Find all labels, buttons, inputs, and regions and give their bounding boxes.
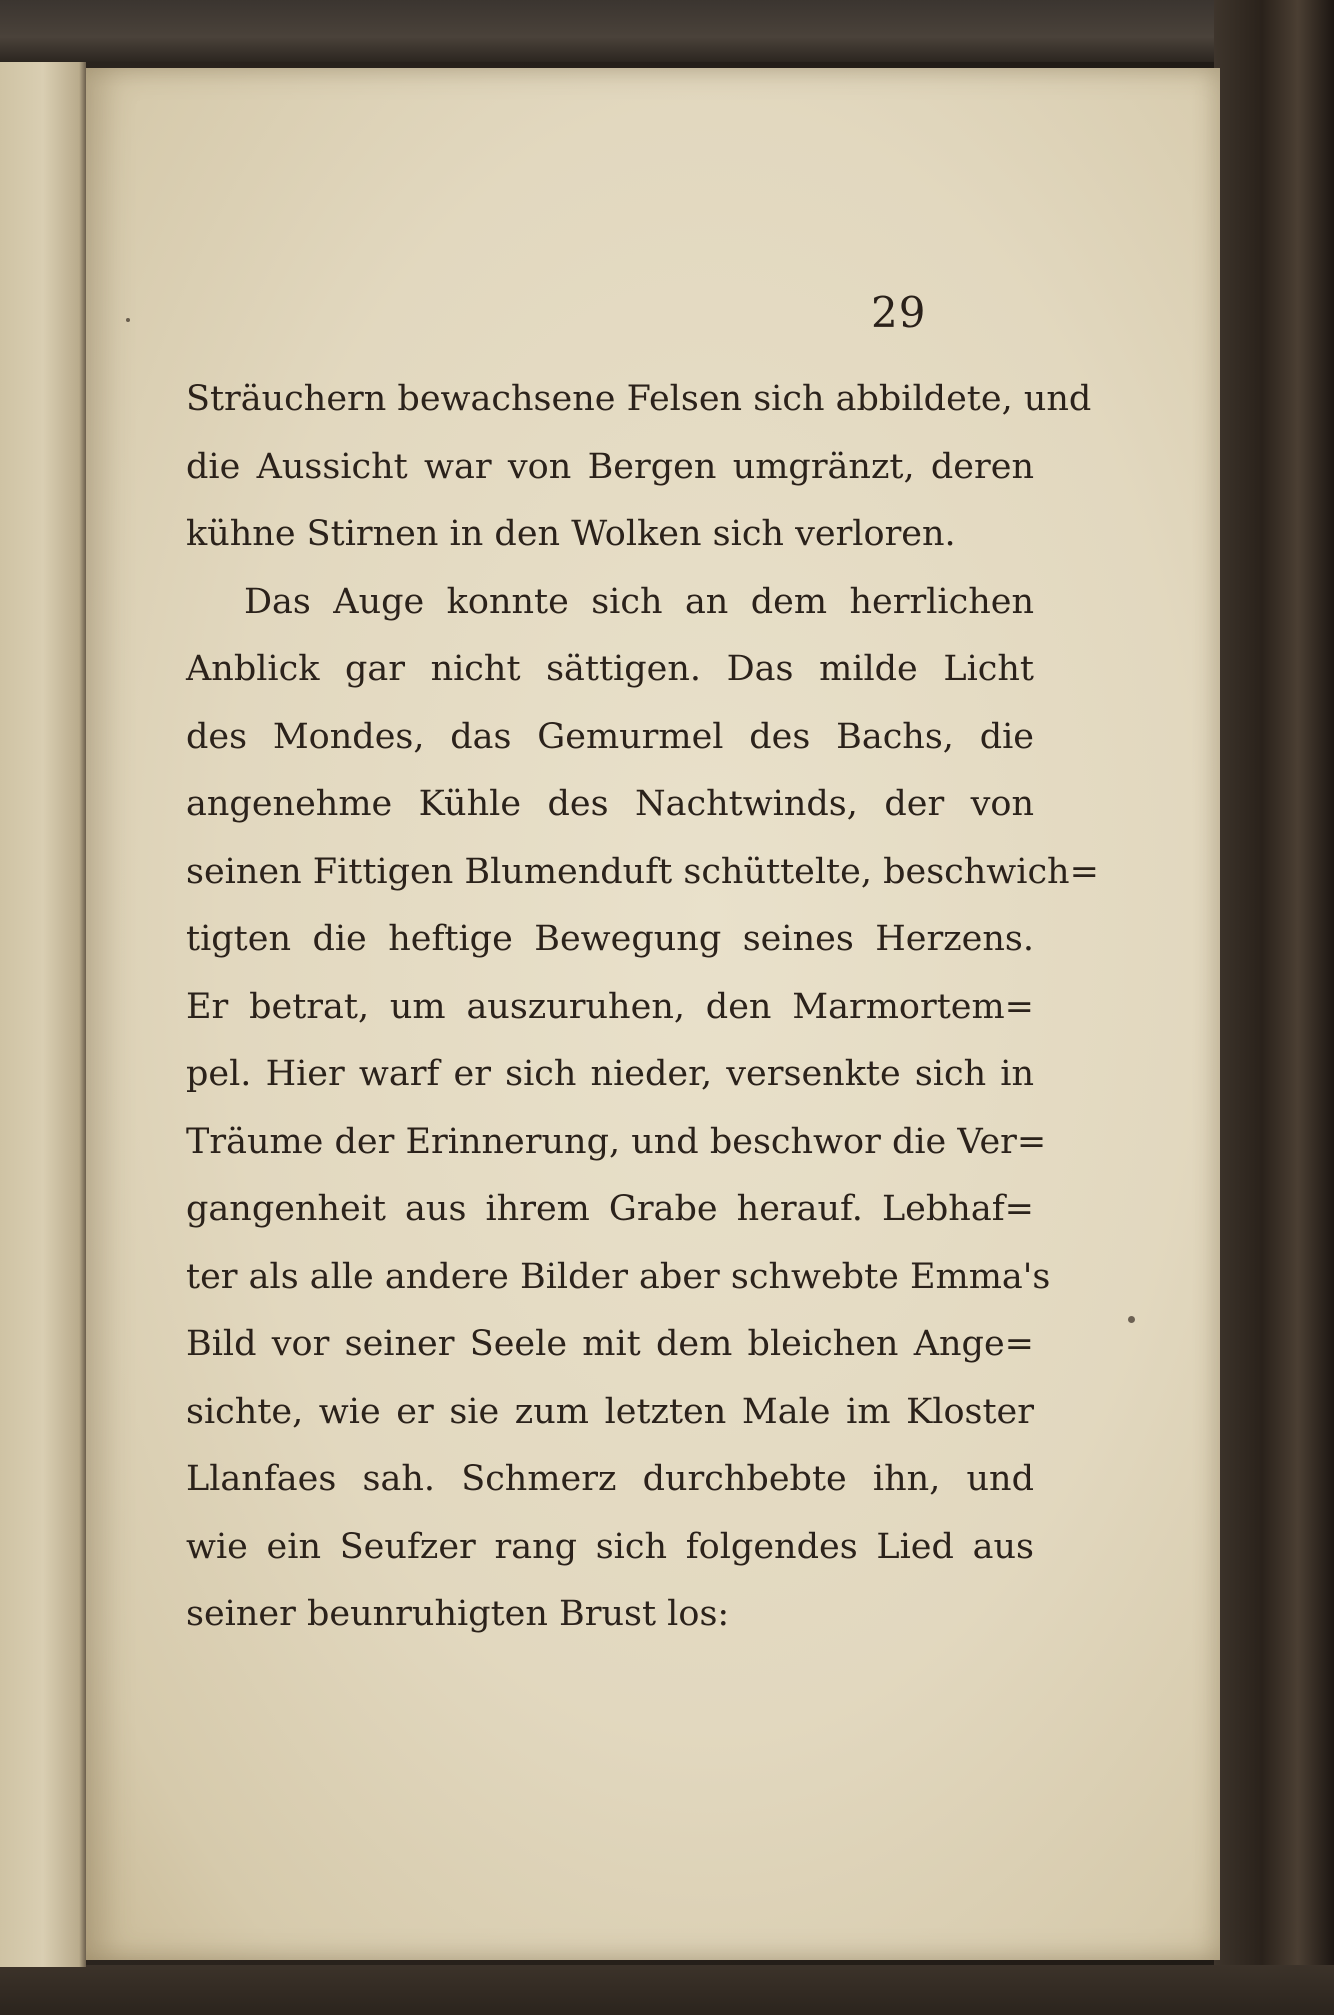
text-line: gangenheit aus ihrem Grabe herauf. Lebhaf=	[186, 1189, 1034, 1229]
text-line: Sträuchern bewachsene Felsen sich abbildete, und	[186, 379, 1092, 419]
text-line: Das Auge konnte sich an dem herrlichen	[244, 581, 1034, 622]
text-line: des Mondes, das Gemurmel des Bachs, die	[186, 716, 1034, 757]
text-line: tigten die heftige Bewegung seines Herzens.	[186, 919, 1034, 959]
text-line: Er betrat, um auszuruhen, den Marmortem=	[186, 986, 1034, 1027]
text-line: Bild vor seiner Seele mit dem bleichen Ange=	[186, 1324, 1034, 1364]
text-line: seiner beunruhigten Brust los:	[186, 1594, 730, 1634]
text-line: Träume der Erinnerung, und beschwor die Ver=	[186, 1121, 1047, 1162]
bottom-binding-edge	[0, 1965, 1334, 2015]
paper-speck	[126, 318, 130, 322]
paper-speck	[1128, 1316, 1135, 1323]
text-line: Llanfaes sah. Schmerz durchbebte ihn, und	[186, 1459, 1034, 1499]
top-binding-edge	[0, 0, 1334, 62]
text-line: wie ein Seufzer rang sich folgendes Lied aus	[186, 1526, 1034, 1567]
text-line: pel. Hier warf er sich nieder, versenkte sich in	[186, 1054, 1034, 1094]
page-number: 29	[871, 288, 927, 337]
previous-page-edge	[0, 62, 86, 1967]
text-line: Anblick gar nicht sättigen. Das milde Licht	[186, 649, 1034, 689]
text-line: seinen Fittigen Blumenduft schüttelte, beschwich=	[186, 851, 1099, 892]
page-text	[186, 366, 1099, 1649]
text-line: sichte, wie er sie zum letzten Male im Kloster	[186, 1391, 1034, 1432]
text-line: kühne Stirnen in den Wolken sich verloren.	[186, 514, 956, 554]
text-line: angenehme Kühle des Nachtwinds, der von	[186, 784, 1034, 824]
book-page	[86, 68, 1220, 1960]
text-line: die Aussicht war von Bergen umgränzt, deren	[186, 446, 1034, 487]
text-line: ter als alle andere Bilder aber schwebte Emma's	[186, 1256, 1051, 1297]
book-cover-edge	[1214, 0, 1334, 2015]
